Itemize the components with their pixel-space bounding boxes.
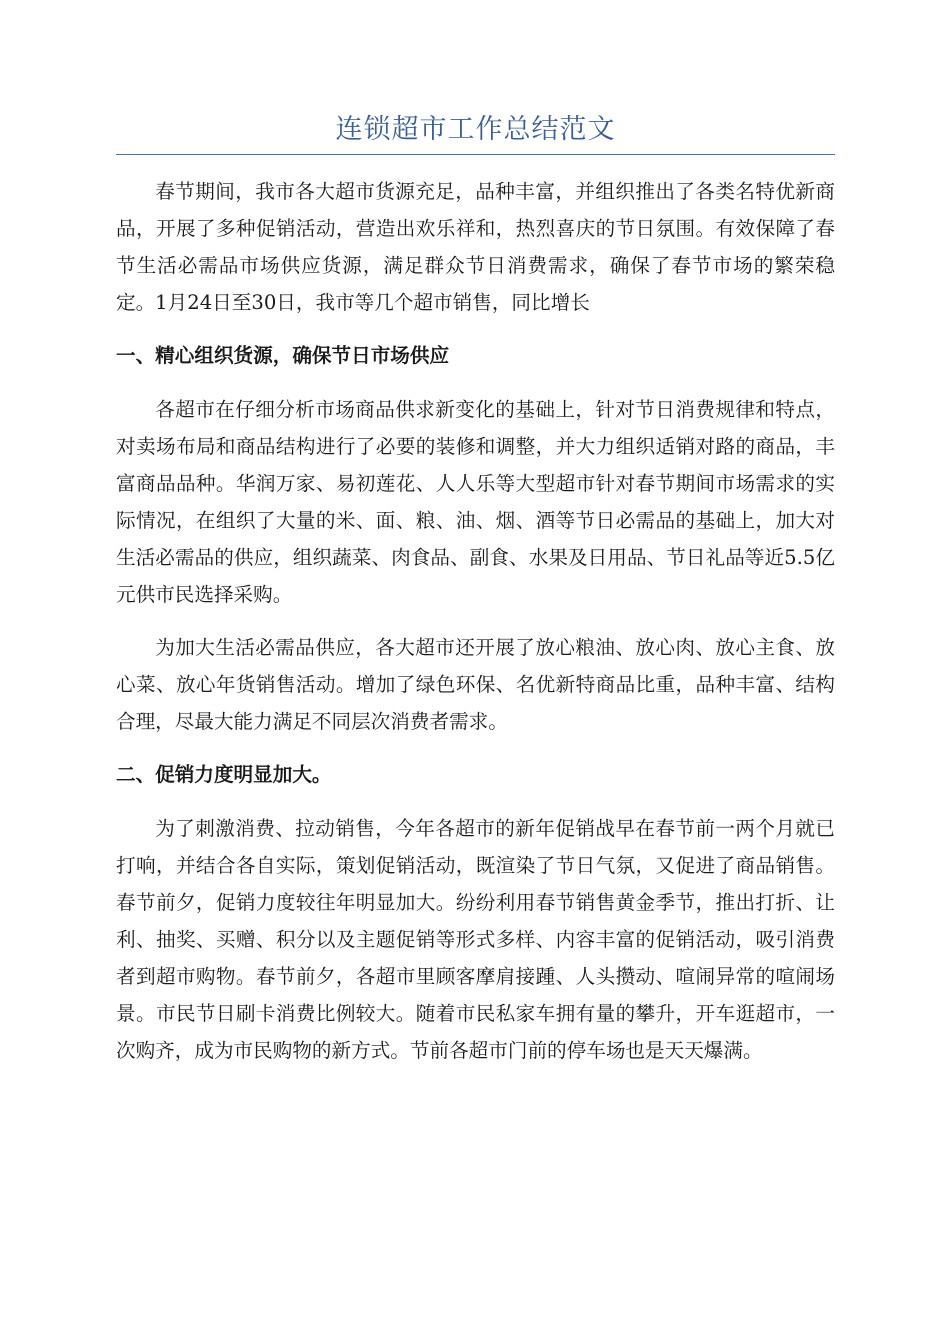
document-title: 连锁超市工作总结范文 (335, 114, 616, 145)
section-paragraph: 为了刺激消费、拉动销售，今年各超市的新年促销战早在春节前一两个月就已打响，并结合各自实际，策划促销活动，既渲染了节日气氛，又促进了商品销售。春节前夕，促销力度较往年明显加大。纷纷利用春节销售黄金季节，推出打折、让利、抽奖、买赠、积分以及主题促销等形式多样、内容丰富的促销活动，吸引消费者到超市购物。春节前夕，各超市里顾客摩肩接踵、人头攒动、喧闹异常的喧闹场景。市民节日刷卡消费比例较大。随着市民私家车拥有量的攀升，开车逛超市，一次购齐，成为市民购物的新方式。节前各超市门前的停车场也是天天爆满。 (116, 817, 835, 1062)
section-paragraph: 各超市在仔细分析市场商品供求新变化的基础上，针对节日消费规律和特点，对卖场布局和商品结构进行了必要的装修和调整，并大力组织适销对路的商品，丰富商品品种。华润万家、易初莲花、人人乐等大型超市针对春节期间市场需求的实际情况，在组织了大量的米、面、粮、油、烟、酒等节日必需品的基础上，加大对生活必需品的供应，组织蔬菜、肉食品、副食、水果及日用品、节日礼品等近5.5亿元供市民选择采购。 (116, 398, 835, 606)
intro-paragraph: 春节期间，我市各大超市货源充足，品种丰富，并组织推出了各类名特优新商品，开展了多种促销活动，营造出欢乐祥和，热烈喜庆的节日氛围。有效保障了春节生活必需品市场供应货源，满足群众节日消费需求，确保了春节市场的繁荣稳定。1月24日至30日，我市等几个超市销售，同比增长 (116, 180, 835, 314)
section-2 (116, 756, 835, 1069)
section-heading: 一、精心组织货源，确保节日市场供应 (116, 344, 450, 367)
section-paragraph: 为加大生活必需品供应，各大超市还开展了放心粮油、放心肉、放心主食、放心菜、放心年货销售活动。增加了绿色环保、名优新特商品比重，品种丰富、结构合理，尽最大能力满足不同层次消费者需求。 (116, 636, 835, 733)
section-1 (116, 337, 835, 740)
section-heading: 二、促销力度明显加大。 (116, 763, 332, 786)
document-page (116, 112, 835, 1085)
title-divider (116, 154, 835, 155)
